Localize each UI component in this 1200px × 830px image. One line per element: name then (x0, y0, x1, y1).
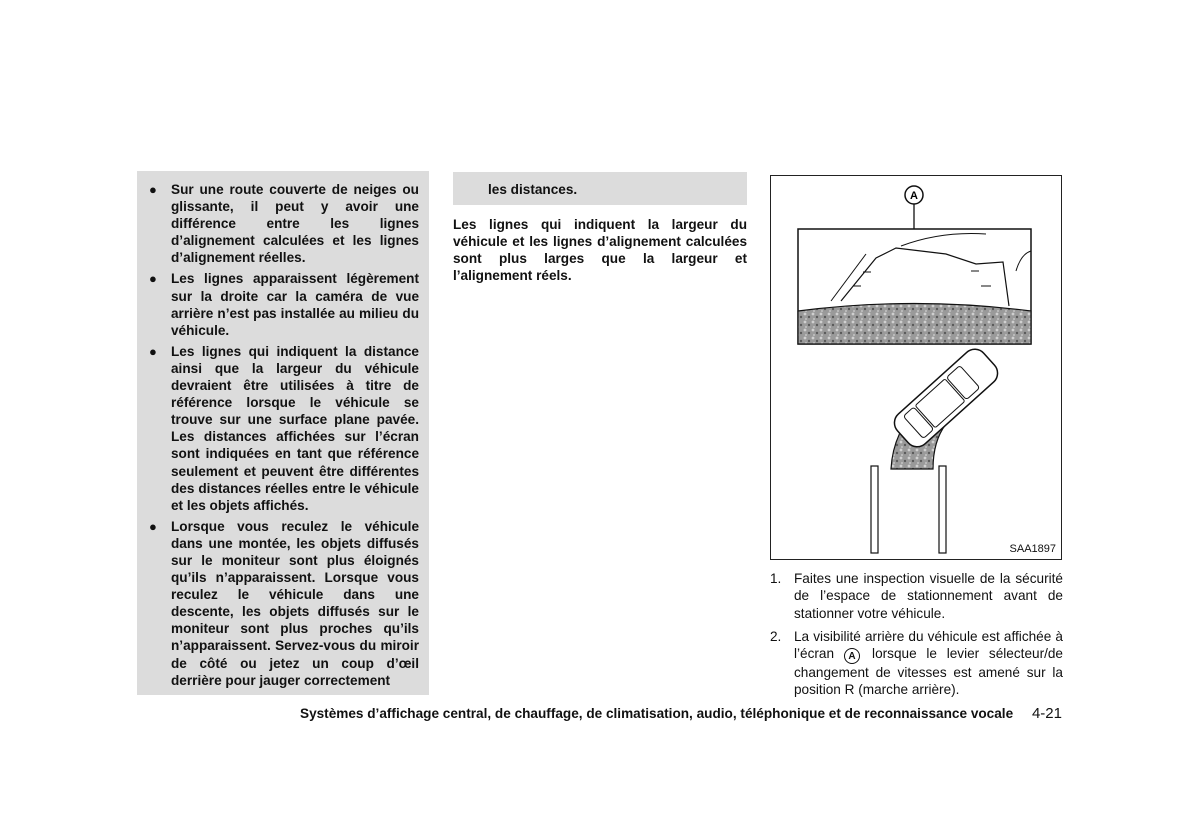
warning-text: Sur une route couverte de neiges ou glissante, il peut y avoir une différence entre les lignes d’alignement calculées et les lignes d’alignement réelles. (171, 182, 419, 266)
steps-list (770, 570, 1063, 705)
warning-text: Lorsque vous reculez le véhicule dans une montée, les objets diffusés sur le moniteur sont plus éloignés qu’ils n’apparaissent. Lorsque vous reculez le véhicule dans une descente, les objets diffusés sur le moniteur sont plus proches qu’ils n’apparaissent. Servez-vous du miroir de côté ou jetez un coup d’œil derrière pour jauger correctement (171, 518, 419, 688)
step-number: 2. (770, 628, 782, 644)
continuation-text: les distances. (488, 182, 578, 197)
callout-label: A (910, 190, 918, 202)
parking-line-left (871, 466, 878, 553)
bumper-area (798, 304, 1031, 345)
rear-view-illustration (770, 175, 1062, 560)
warning-item (147, 181, 419, 266)
warning-item (147, 343, 419, 514)
step-number: 1. (770, 571, 782, 586)
warning-text: Les lignes qui indiquent la distance ainsi que la largeur du véhicule devraient être utilisées à titre de référence lorsque le véhicule se trouve sur une surface plane pavée. Les distances affichées sur l’écran sont indiquées en tant que référence seulement et peuvent être différentes des distances réelles entre le véhicule et les objets affichés. (171, 343, 419, 513)
step-text-before: La visibilité arrière du véhicule est affichée à l’écran (794, 628, 1063, 662)
step-text-after: lorsque le levier sélecteur/de changement de vitesses est amené sur la position R (marche arrière). (794, 646, 1063, 698)
parking-line-right (939, 466, 946, 553)
bullet-icon: ● (149, 343, 157, 359)
warning-item (147, 518, 419, 689)
footer-title: Systèmes d’affichage central, de chauffage, de climatisation, audio, téléphonique et de reconnaissance vocale (300, 706, 1014, 721)
step-item (770, 570, 1063, 622)
warning-column (137, 171, 429, 695)
callout-marker: A (844, 648, 860, 664)
page-number: 4-21 (1031, 705, 1062, 722)
warning-list (147, 181, 419, 693)
rear-view-diagram (771, 176, 1063, 561)
car-icon (890, 344, 1003, 451)
step-text: Faites une inspection visuelle de la sécurité de l’espace de stationnement avant de stationner votre véhicule. (794, 571, 1063, 621)
bullet-icon: ● (149, 182, 157, 197)
warning-item (147, 270, 419, 338)
note-paragraph: Les lignes qui indiquent la largeur du véhicule et les lignes d’alignement calculées sont plus larges que la largeur et l’alignement réels. (453, 217, 747, 284)
warning-continuation (453, 172, 747, 205)
page-footer (300, 706, 1062, 721)
step-item (770, 628, 1063, 699)
figure-code: SAA1897 (1009, 543, 1056, 555)
bullet-icon: ● (149, 271, 157, 287)
warning-text: Les lignes apparaissent légèrement sur la droite car la caméra de vue arrière n’est pas installée au milieu du véhicule. (171, 271, 419, 338)
bullet-icon: ● (149, 518, 157, 534)
